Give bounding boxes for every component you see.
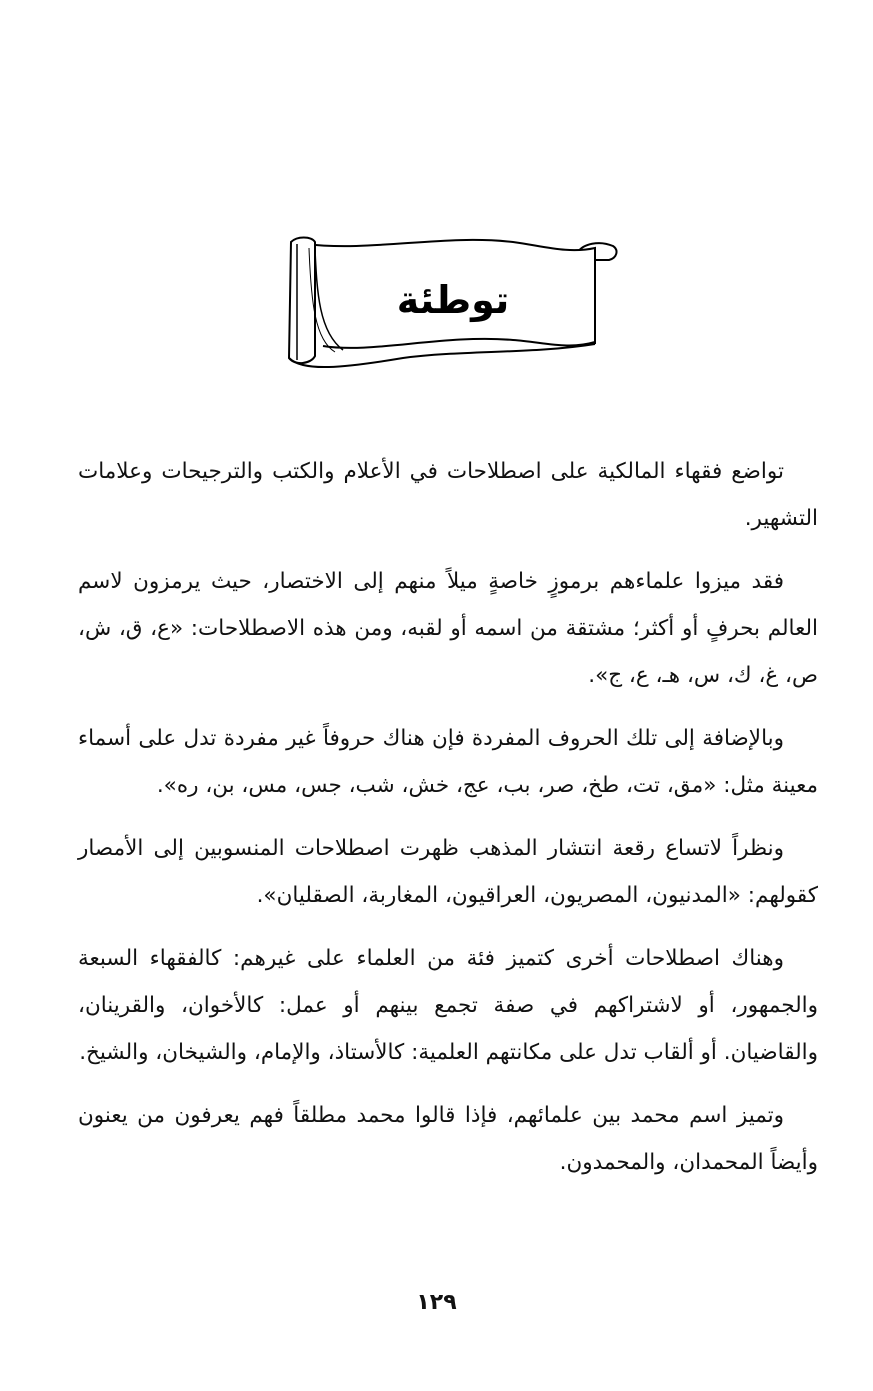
chapter-title: توطئة (396, 278, 510, 322)
page-number: ١٢٩ (416, 1290, 457, 1315)
chapter-banner (283, 232, 623, 374)
paragraph: وهناك اصطلاحات أخرى كتميز فئة من العلماء على غيرهم: كالفقهاء السبعة والجمهور، أو لاشتراكهم في صفة تجمع بينهم أو عمل: كالأخوان، والقرينان، والقاضيان. أو ألقاب تدل على مكانتهم العلمية: كالأستاذ، والإمام، والشيخان، والشيخ. (78, 946, 818, 1065)
paragraph: فقد ميزوا علماءهم برموزٍ خاصةٍ ميلاً منهم إلى الاختصار، حيث يرمزون لاسم العالم بحرفٍ أو أكثر؛ مشتقة من اسمه أو لقبه، ومن هذه الاصطلاحات: «ع، ق، ش، ص، غ، ك، س، هـ، ع، ج». (78, 569, 818, 688)
paragraph: وتميز اسم محمد بين علمائهم، فإذا قالوا محمد مطلقاً فهم يعرفون من يعنون وأيضاً المحمدان، والمحمدون. (78, 1103, 818, 1175)
paragraph: تواضع فقهاء المالكية على اصطلاحات في الأعلام والكتب والترجيحات وعلامات التشهير. (78, 459, 818, 531)
body-text (78, 448, 818, 1202)
paragraph: ونظراً لاتساع رقعة انتشار المذهب ظهرت اصطلاحات المنسوبين إلى الأمصار كقولهم: «المدنيون، المصريون، العراقيون، المغاربة، الصقليان». (78, 836, 818, 908)
paragraph: وبالإضافة إلى تلك الحروف المفردة فإن هناك حروفاً غير مفردة تدل على أسماء معينة مثل: «مق، تت، طخ، صر، بب، عج، خش، شب، جس، مس، بن، ره». (78, 726, 818, 798)
